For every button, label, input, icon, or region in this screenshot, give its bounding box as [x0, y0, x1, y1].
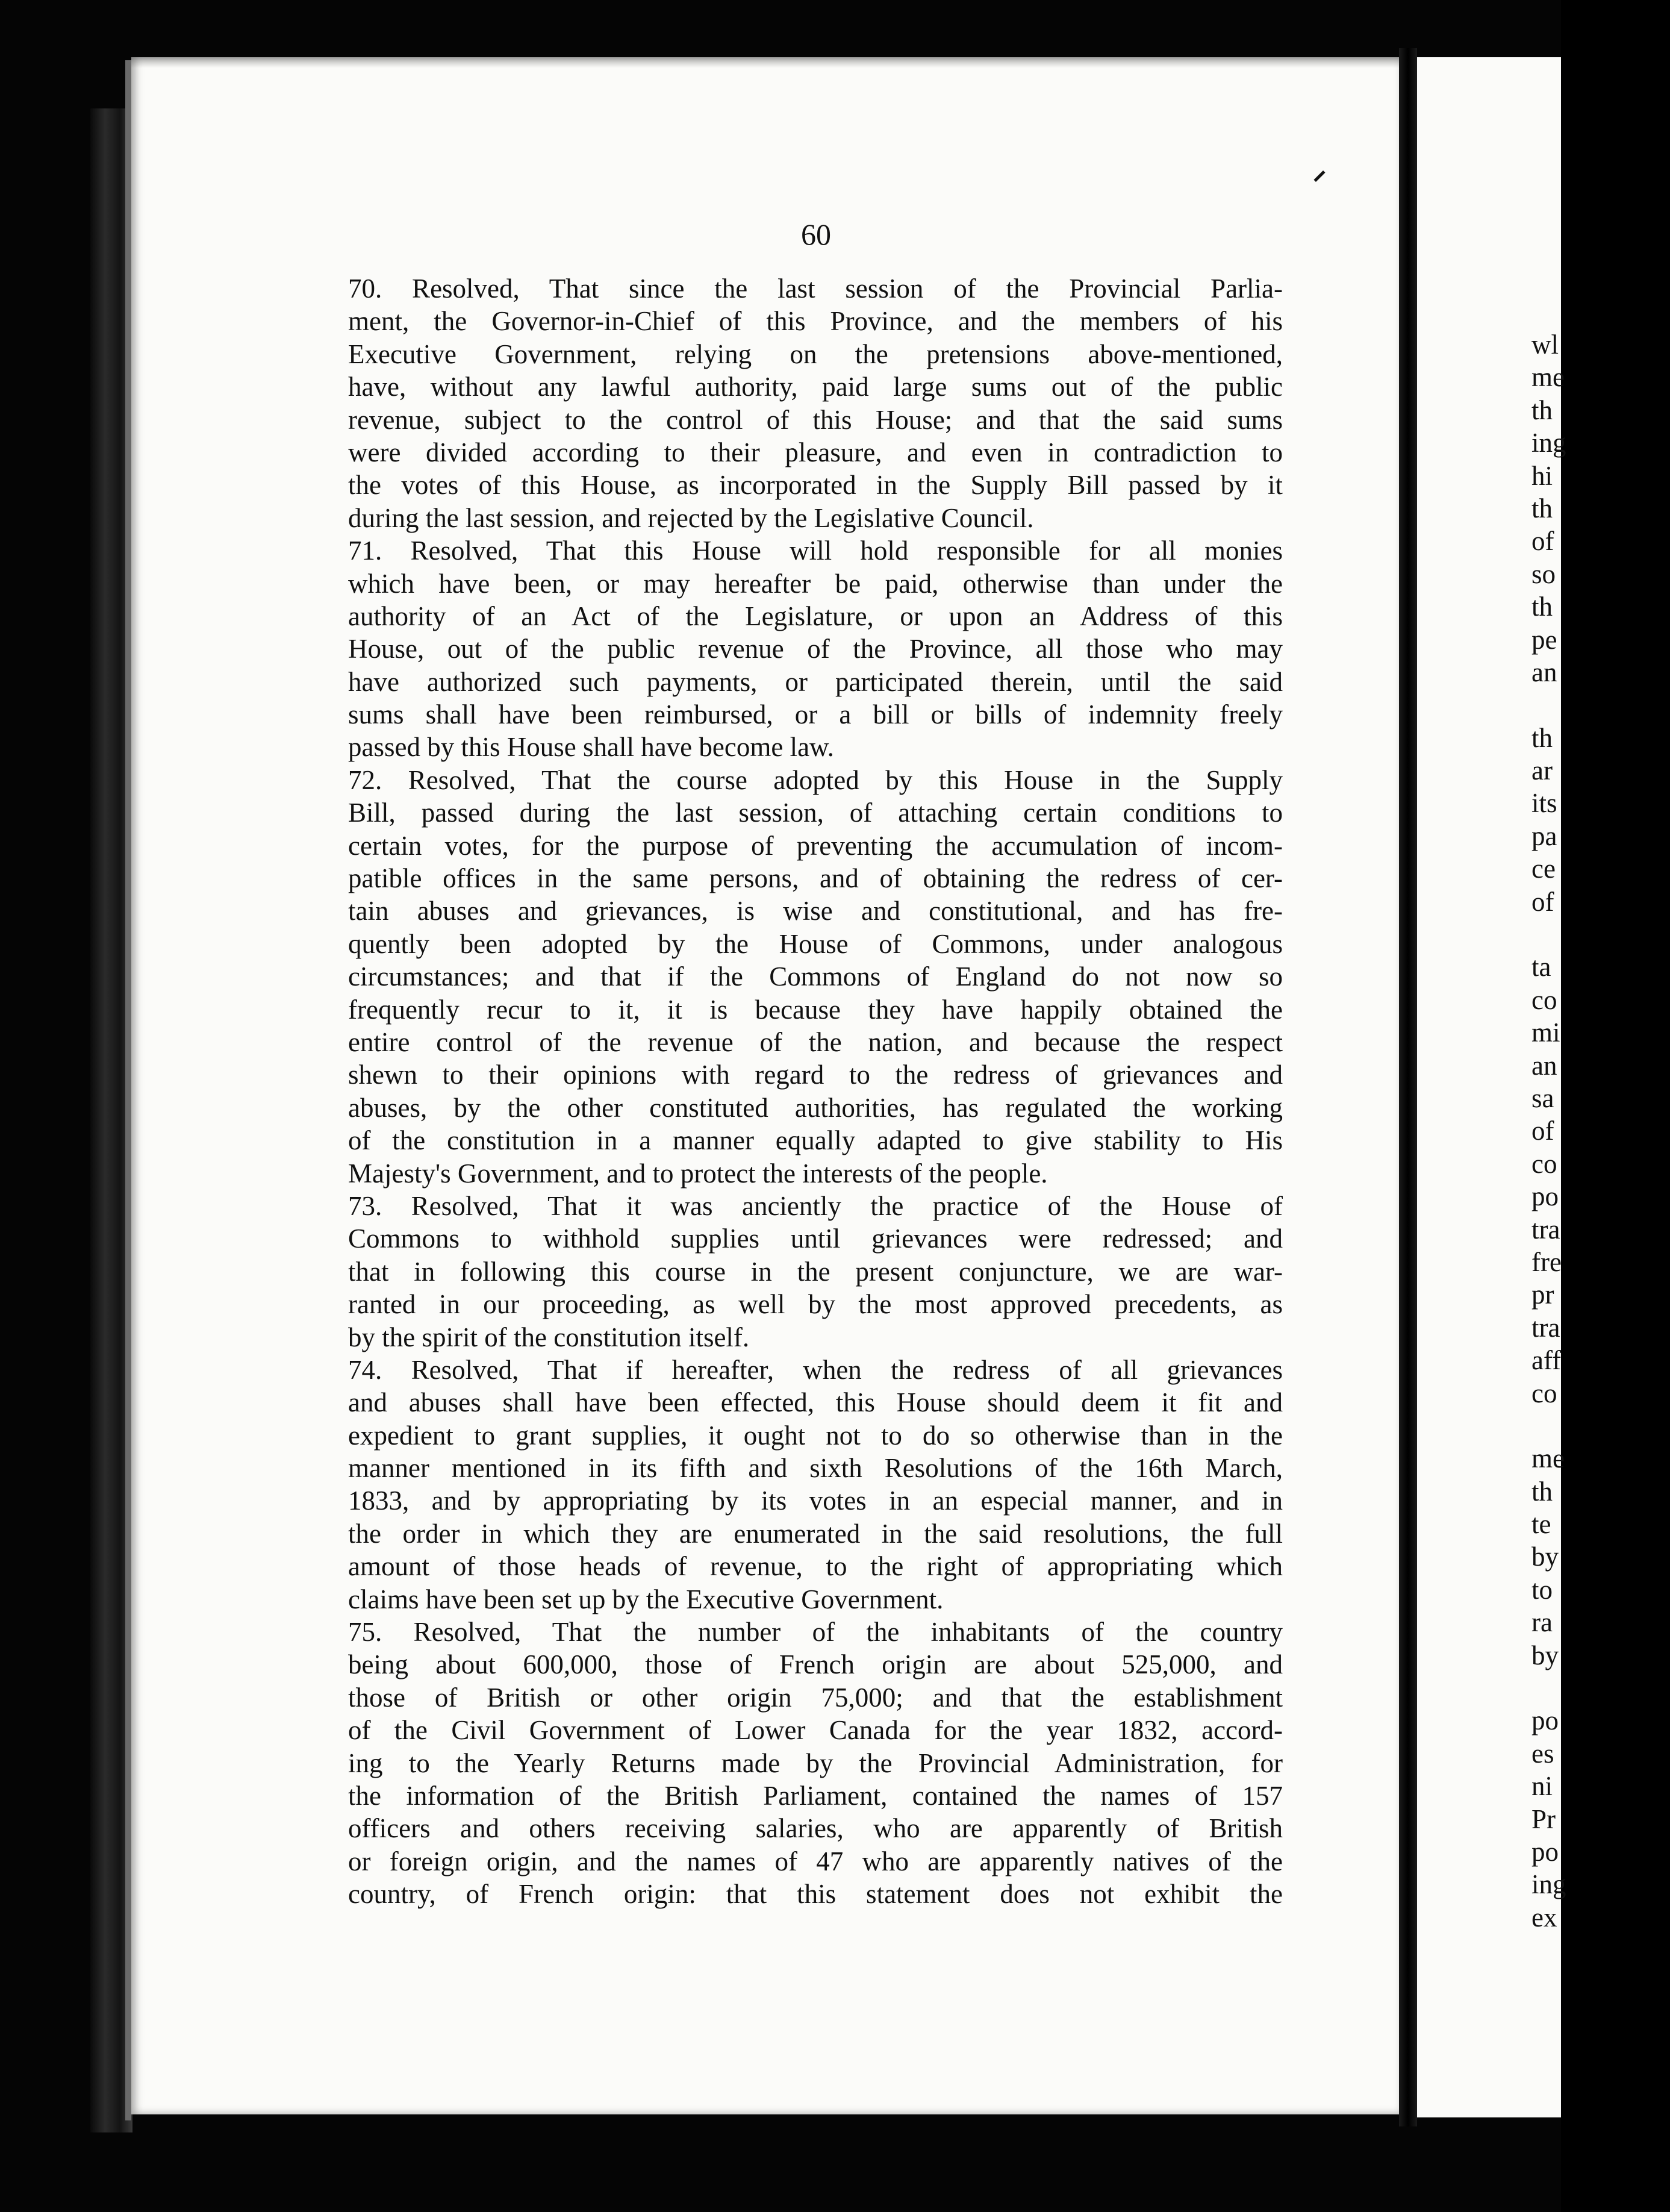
- facing-page-line: of: [1531, 526, 1554, 557]
- page-top-shadow: [131, 57, 1399, 68]
- text-line: entire control of the revenue of the nation, and because the respect: [348, 1026, 1283, 1057]
- text-line: circumstances; and that if the Commons of England do not now so: [348, 961, 1283, 992]
- facing-page-line: mi: [1531, 1017, 1560, 1048]
- text-line: have authorized such payments, or participated therein, until the said: [348, 666, 1283, 697]
- text-line: passed by this House shall have become law.: [348, 732, 834, 763]
- text-line: Majesty's Government, and to protect the interests of the people.: [348, 1158, 1048, 1189]
- text-line: House, out of the public revenue of the Province, all those who may: [348, 634, 1283, 664]
- text-line: shewn to their opinions with regard to the redress of grievances and: [348, 1060, 1283, 1090]
- facing-page-text: [1531, 328, 1670, 1934]
- text-line: country, of French origin: that this statement does not exhibit the: [348, 1879, 1283, 1910]
- text-line: 71. Resolved, That this House will hold responsible for all monies: [348, 536, 1283, 566]
- facing-page-line: ce: [1531, 854, 1556, 884]
- page-edge: [125, 60, 131, 2120]
- facing-page-line: po: [1531, 1705, 1559, 1736]
- text-line: sums shall have been reimbursed, or a bill or bills of indemnity freely: [348, 699, 1283, 730]
- facing-page-line: ta: [1531, 952, 1551, 983]
- body-text: [348, 272, 1283, 1911]
- facing-page-line: tra: [1531, 1214, 1560, 1245]
- text-line: tain abuses and grievances, is wise and constitutional, and has fre-: [348, 896, 1283, 926]
- facing-page-line: tra: [1531, 1312, 1560, 1343]
- facing-page-line: hi: [1531, 460, 1553, 491]
- facing-page-line: th: [1531, 722, 1553, 753]
- facing-page-line: me: [1531, 1443, 1565, 1474]
- facing-page-line: co: [1531, 1148, 1557, 1179]
- facing-page-line: ing: [1531, 1869, 1566, 1900]
- text-line: being about 600,000, those of French origin are about 525,000, and: [348, 1649, 1283, 1680]
- text-line: Executive Government, relying on the pretensions above-mentioned,: [348, 339, 1283, 369]
- text-line: and abuses shall have been effected, this House should deem it fit and: [348, 1387, 1283, 1418]
- text-line: 70. Resolved, That since the last session of the Provincial Parlia-: [348, 273, 1283, 304]
- text-line: Commons to withhold supplies until grievances were redressed; and: [348, 1223, 1283, 1254]
- facing-page-line: pr: [1531, 1279, 1554, 1310]
- facing-page-line: so: [1531, 558, 1556, 589]
- text-line: were divided according to their pleasure, and even in contradiction to: [348, 437, 1283, 467]
- text-line: that in following this course in the present conjuncture, we are war-: [348, 1256, 1283, 1287]
- text-line: 75. Resolved, That the number of the inhabitants of the country: [348, 1617, 1283, 1648]
- text-line: manner mentioned in its fifth and sixth Resolutions of the 16th March,: [348, 1453, 1283, 1484]
- facing-page-line: ra: [1531, 1607, 1553, 1638]
- facing-page-line: th: [1531, 395, 1553, 425]
- binding-gutter: [1399, 48, 1417, 2126]
- facing-page-line: of: [1531, 1116, 1554, 1146]
- text-line: ing to the Yearly Returns made by the Provincial Administration, for: [348, 1748, 1283, 1778]
- text-line: by the spirit of the constitution itself.: [348, 1322, 750, 1352]
- facing-page-line: Pr: [1531, 1804, 1556, 1834]
- text-line: the information of the British Parliament, contained the names of 157: [348, 1780, 1283, 1811]
- text-line: which have been, or may hereafter be paid, otherwise than under the: [348, 568, 1283, 599]
- page-number: 60: [801, 217, 831, 251]
- facing-page-line: ar: [1531, 755, 1553, 786]
- text-line: or foreign origin, and the names of 47 who are apparently natives of the: [348, 1846, 1283, 1876]
- facing-page-line: its: [1531, 788, 1557, 819]
- text-line: quently been adopted by the House of Commons, under analogous: [348, 928, 1283, 959]
- facing-page-line: th: [1531, 592, 1553, 622]
- facing-page-line: me: [1531, 362, 1565, 393]
- facing-page-line: te: [1531, 1509, 1551, 1540]
- facing-page-line: [1531, 918, 1670, 951]
- facing-page-line: po: [1531, 1181, 1559, 1212]
- facing-page-line: co: [1531, 1378, 1557, 1408]
- text-line: 1833, and by appropriating by its votes in an especial manner, and in: [348, 1486, 1283, 1516]
- text-line: authority of an Act of the Legislature, or upon an Address of this: [348, 601, 1283, 631]
- text-line: Bill, passed during the last session, of attaching certain conditions to: [348, 798, 1283, 828]
- facing-page-line: fre: [1531, 1246, 1562, 1277]
- facing-page-line: an: [1531, 1050, 1557, 1081]
- facing-page-line: [1531, 1410, 1670, 1442]
- text-line: claims have been set up by the Executive Government.: [348, 1584, 944, 1614]
- facing-page-line: th: [1531, 493, 1553, 523]
- facing-page-line: by: [1531, 1640, 1559, 1670]
- facing-page-line: to: [1531, 1574, 1553, 1605]
- text-line: those of British or other origin 75,000; and that the establishment: [348, 1682, 1283, 1713]
- text-line: 74. Resolved, That if hereafter, when the redress of all grievances: [348, 1354, 1283, 1385]
- facing-page-line: [1531, 1672, 1670, 1704]
- text-line: ranted in our proceeding, as well by the most approved precedents, as: [348, 1289, 1283, 1320]
- facing-page-line: pe: [1531, 624, 1557, 655]
- text-line: abuses, by the other constituted authorities, has regulated the working: [348, 1092, 1283, 1123]
- text-line: amount of those heads of revenue, to the right of appropriating which: [348, 1551, 1283, 1582]
- text-line: 72. Resolved, That the course adopted by this House in the Supply: [348, 764, 1283, 795]
- facing-page-line: ing: [1531, 428, 1566, 458]
- text-line: patible offices in the same persons, and of obtaining the redress of cer-: [348, 863, 1283, 894]
- text-line: the votes of this House, as incorporated in the Supply Bill passed by it: [348, 470, 1283, 501]
- text-line: certain votes, for the purpose of preventing the accumulation of incom-: [348, 830, 1283, 861]
- facing-page-line: an: [1531, 657, 1557, 687]
- facing-page-line: aff: [1531, 1345, 1562, 1376]
- facing-page-line: co: [1531, 984, 1557, 1015]
- facing-page-line: th: [1531, 1476, 1553, 1507]
- text-line: of the constitution in a manner equally adapted to give stability to His: [348, 1125, 1283, 1156]
- facing-page-line: wl: [1531, 330, 1559, 360]
- facing-page-line: pa: [1531, 820, 1557, 851]
- facing-page-line: [1531, 689, 1670, 721]
- facing-page-line: by: [1531, 1542, 1559, 1572]
- facing-page-line: of: [1531, 886, 1554, 917]
- text-line: ment, the Governor-in-Chief of this Province, and the members of his: [348, 306, 1283, 337]
- facing-page-line: sa: [1531, 1083, 1554, 1113]
- text-line: revenue, subject to the control of this House; and that the said sums: [348, 404, 1283, 435]
- facing-page-line: ex: [1531, 1902, 1557, 1932]
- facing-page-line: ni: [1531, 1771, 1553, 1802]
- text-line: during the last session, and rejected by the Legislative Council.: [348, 502, 1034, 533]
- text-line: have, without any lawful authority, paid large sums out of the public: [348, 372, 1283, 402]
- text-line: expedient to grant supplies, it ought not to do so otherwise than in the: [348, 1420, 1283, 1451]
- text-line: the order in which they are enumerated in the said resolutions, the full: [348, 1518, 1283, 1549]
- facing-page-line: po: [1531, 1836, 1559, 1867]
- text-line: officers and others receiving salaries, who are apparently of British: [348, 1813, 1283, 1844]
- text-line: of the Civil Government of Lower Canada for the year 1832, accord-: [348, 1715, 1283, 1746]
- facing-page: [1417, 57, 1566, 2117]
- facing-page-line: es: [1531, 1738, 1554, 1769]
- text-line: 73. Resolved, That it was anciently the practice of the House of: [348, 1190, 1283, 1221]
- text-line: frequently recur to it, it is because they have happily obtained the: [348, 994, 1283, 1025]
